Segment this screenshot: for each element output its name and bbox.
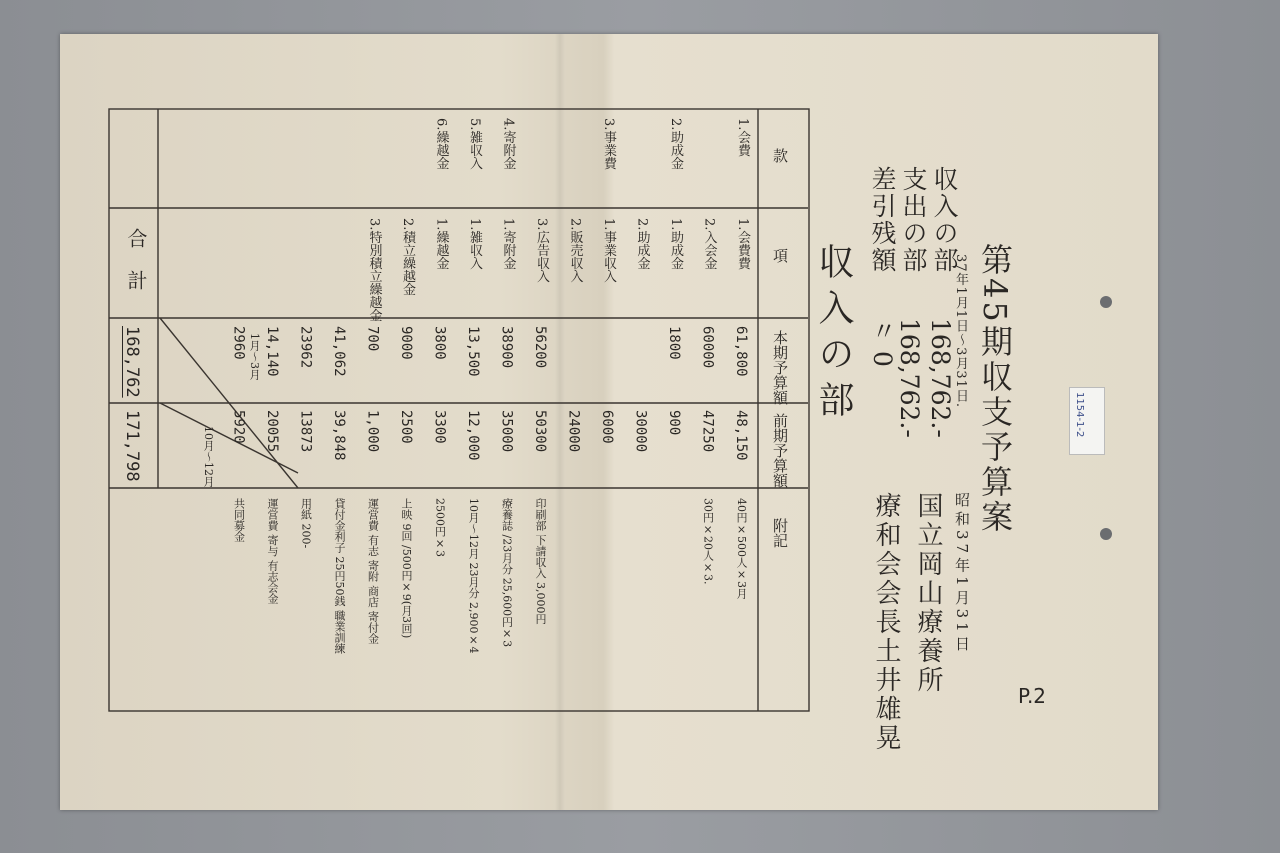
row-kou: 1.会費費: [735, 218, 750, 270]
row-current: 60000: [699, 326, 716, 369]
summary-label-balance: 差引残額: [868, 166, 897, 274]
row-current: 13,500: [465, 326, 481, 377]
row-kou: 2.入会金: [701, 218, 717, 270]
row-kou: 1.寄附金: [500, 218, 516, 270]
row-previous: 39,848: [331, 410, 347, 461]
row-remark: 運営費 有志 寄附 商店 寄付金: [366, 498, 380, 644]
row-kou: 2.助成金: [634, 218, 650, 270]
row-previous: 900: [666, 410, 682, 436]
row-kou: 1.雑収入: [467, 218, 482, 270]
current-period-note: 1月〜3月: [248, 333, 261, 380]
section-title: 収入の部: [813, 243, 854, 427]
row-current: 38900: [498, 326, 515, 369]
president-name: 療和会会長土井雄晃: [871, 492, 901, 753]
row-current: 700: [364, 326, 381, 352]
total-current: 168,762: [122, 326, 142, 398]
budget-period: 37年1月1日〜3月31日.: [953, 254, 968, 409]
page-number: P.2: [1018, 684, 1047, 708]
row-remark: 貸付金利子 25円50銭 職業訓練: [333, 498, 346, 654]
row-kan: 1.会費: [735, 118, 750, 157]
row-remark: 30円×20人×3.: [701, 498, 715, 585]
previous-period-note: 10月〜12月: [202, 426, 215, 487]
row-current: 56200: [532, 326, 548, 369]
archive-sticker: [1069, 387, 1105, 455]
header-previous: 前期予算額: [771, 413, 789, 488]
row-current: 3800: [431, 326, 448, 360]
row-kan: 3.事業費: [601, 118, 616, 170]
row-current: 9000: [398, 326, 414, 360]
row-remark: 療養誌 /23月分 25,600円×3: [500, 498, 514, 648]
header-kan: 款: [771, 148, 789, 163]
row-previous: 3300: [431, 410, 448, 444]
row-kou: 2.販売収入: [567, 218, 583, 283]
row-remark: 40円×500人×3月: [735, 498, 748, 599]
row-kan: 5.雑収入: [467, 118, 482, 170]
row-remark: 上映 9回 /500円×9(月3回): [400, 498, 413, 639]
row-previous: 6000: [599, 410, 615, 444]
row-kou: 3.特別積立繰越金: [366, 218, 382, 322]
summary-label-expense: 支出の部: [899, 166, 928, 274]
row-kou: 1.助成金: [668, 218, 683, 270]
document-title: 第45期収支予算案: [976, 243, 1014, 535]
row-remark: 印刷部 下請収入 3,000円: [534, 498, 547, 625]
row-remark: 2500円×3: [433, 498, 447, 557]
row-current: 2960: [230, 326, 247, 360]
row-previous: 30000: [632, 410, 649, 453]
row-current: 23962: [297, 326, 314, 369]
row-kou: 1.事業収入: [601, 218, 616, 283]
budget-table: [108, 108, 810, 712]
row-kan: 6.繰越金: [433, 118, 449, 170]
row-previous: 12,000: [465, 410, 481, 461]
header-kou: 項: [771, 248, 789, 263]
total-label: 合計: [124, 228, 148, 312]
summary-value-income: 168,762.-: [926, 318, 955, 438]
summary-value-balance: 〃 0: [868, 318, 897, 367]
total-previous: 171,798: [122, 410, 142, 482]
header-current: 本期予算額: [771, 330, 789, 405]
archive-tag: 1154-1-2: [1074, 392, 1085, 438]
row-kan: 4.寄附金: [500, 118, 516, 170]
row-previous: 50300: [532, 410, 548, 453]
row-kou: 3.広告収入: [534, 218, 549, 283]
row-current: 14,140: [264, 326, 280, 377]
row-current: 41,062: [331, 326, 347, 377]
punch-hole: [1100, 296, 1112, 308]
row-remark: 10月〜12月 23月分 2,900×4: [467, 498, 480, 654]
row-previous: 35000: [498, 410, 515, 453]
summary-value-expense: 168,762.-: [895, 318, 924, 438]
row-current: 1800: [666, 326, 682, 360]
row-previous: 48,150: [733, 410, 749, 461]
row-kan: 2.助成金: [668, 118, 683, 170]
organization-name: 国立岡山療養所: [913, 492, 943, 695]
row-remark: 運営費 寄与 有志会金: [266, 498, 279, 604]
row-previous: 2500: [398, 410, 414, 444]
row-current: 61,800: [733, 326, 749, 377]
row-previous: 47250: [699, 410, 716, 453]
row-remark: 用紙 200-: [299, 498, 313, 549]
header-remarks: 附記: [771, 518, 789, 548]
row-remark: 共同募金: [232, 498, 246, 542]
row-previous: 1,000: [364, 410, 381, 453]
punch-hole: [1100, 528, 1112, 540]
document-date: 昭和37年1月31日: [953, 492, 971, 655]
row-previous: 13873: [297, 410, 314, 453]
row-previous: 20055: [264, 410, 280, 453]
row-previous: 24000: [565, 410, 582, 453]
summary-label-income: 収入の部: [930, 166, 959, 274]
row-kou: 1.繰越金: [433, 218, 449, 270]
row-previous: 5920: [230, 410, 247, 444]
row-kou: 2.積立繰越金: [400, 218, 415, 296]
